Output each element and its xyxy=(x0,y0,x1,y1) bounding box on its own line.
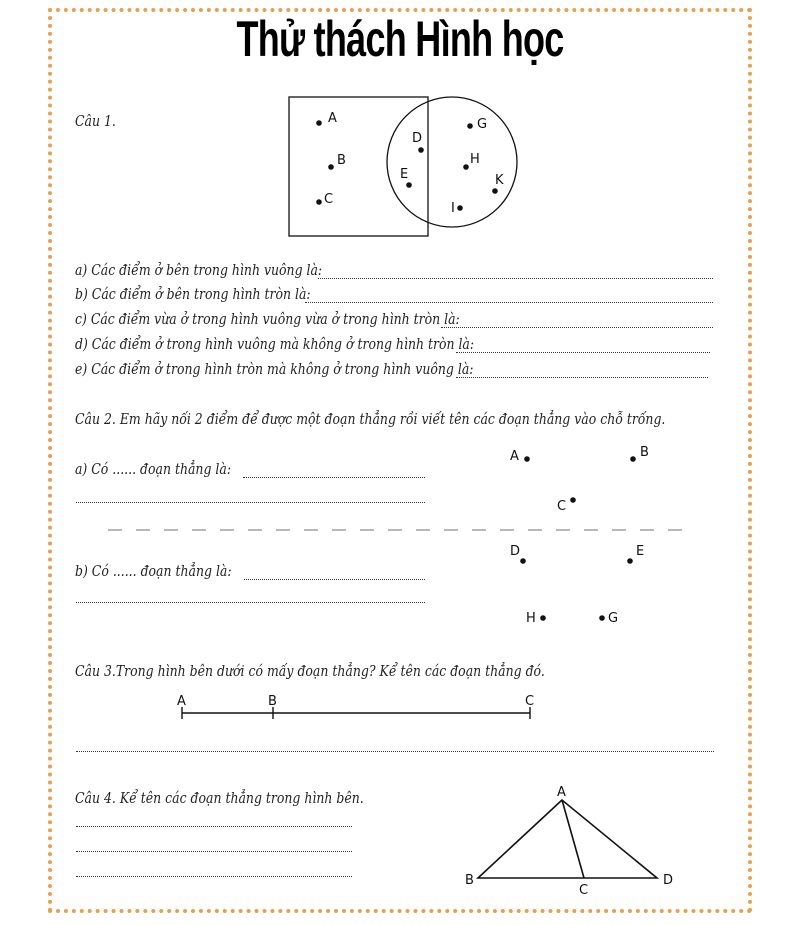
svg-text:G: G xyxy=(477,117,488,132)
q3-label-a: A xyxy=(177,694,186,709)
page-title: Thử thách Hình học xyxy=(236,11,564,67)
q4-label-d: D xyxy=(663,873,674,888)
q4-triangle xyxy=(478,800,657,878)
q3-label-c: C xyxy=(525,694,535,709)
q2-item-b: b) Có ...... đoạn thẳng là: xyxy=(75,564,232,580)
svg-text:B: B xyxy=(640,445,649,460)
q2-item-a: a) Có ...... đoạn thẳng là: xyxy=(75,462,232,478)
q4-segment-ac xyxy=(562,800,584,878)
q1-item-e: e) Các điểm ở trong hình tròn mà không ở trong hình vuông là: xyxy=(75,362,474,378)
q1-item-a: a) Các điểm ở bên trong hình vuông là: xyxy=(75,263,323,279)
q1-item-d: d) Các điểm ở trong hình vuông mà không ở trong hình tròn là: xyxy=(75,337,475,353)
q2-prompt: Câu 2. Em hãy nối 2 điểm để được một đoạn thẳng rồi viết tên các đoạn thẳng vào chỗ trống. xyxy=(75,412,666,428)
q3-label-b: B xyxy=(268,694,277,709)
svg-text:K: K xyxy=(495,173,504,188)
q4-label-c: C xyxy=(579,883,589,898)
svg-text:A: A xyxy=(328,111,337,126)
svg-text:I: I xyxy=(451,201,455,216)
svg-text:C: C xyxy=(324,192,334,207)
svg-text:D: D xyxy=(510,544,521,559)
svg-text:G: G xyxy=(608,611,619,626)
svg-text:E: E xyxy=(400,167,409,182)
svg-text:E: E xyxy=(636,544,645,559)
q3-prompt: Câu 3.Trong hình bên dưới có mấy đoạn thẳng? Kể tên các đoạn thẳng đó. xyxy=(75,664,545,680)
svg-text:A: A xyxy=(510,449,519,464)
q4-label-b: B xyxy=(465,873,474,888)
q1-item-c: c) Các điểm vừa ở trong hình vuông vừa ở trong hình tròn là: xyxy=(75,312,460,328)
q1-item-b: b) Các điểm ở bên trong hình tròn là: xyxy=(75,287,311,303)
svg-text:H: H xyxy=(526,611,536,626)
q4-prompt: Câu 4. Kể tên các đoạn thẳng trong hình bên. xyxy=(75,791,364,807)
svg-text:H: H xyxy=(470,152,480,167)
svg-text:D: D xyxy=(412,131,423,146)
svg-text:C: C xyxy=(557,499,567,514)
q1-label: Câu 1. xyxy=(75,114,116,130)
svg-text:B: B xyxy=(337,153,346,168)
q4-label-a: A xyxy=(557,785,566,800)
